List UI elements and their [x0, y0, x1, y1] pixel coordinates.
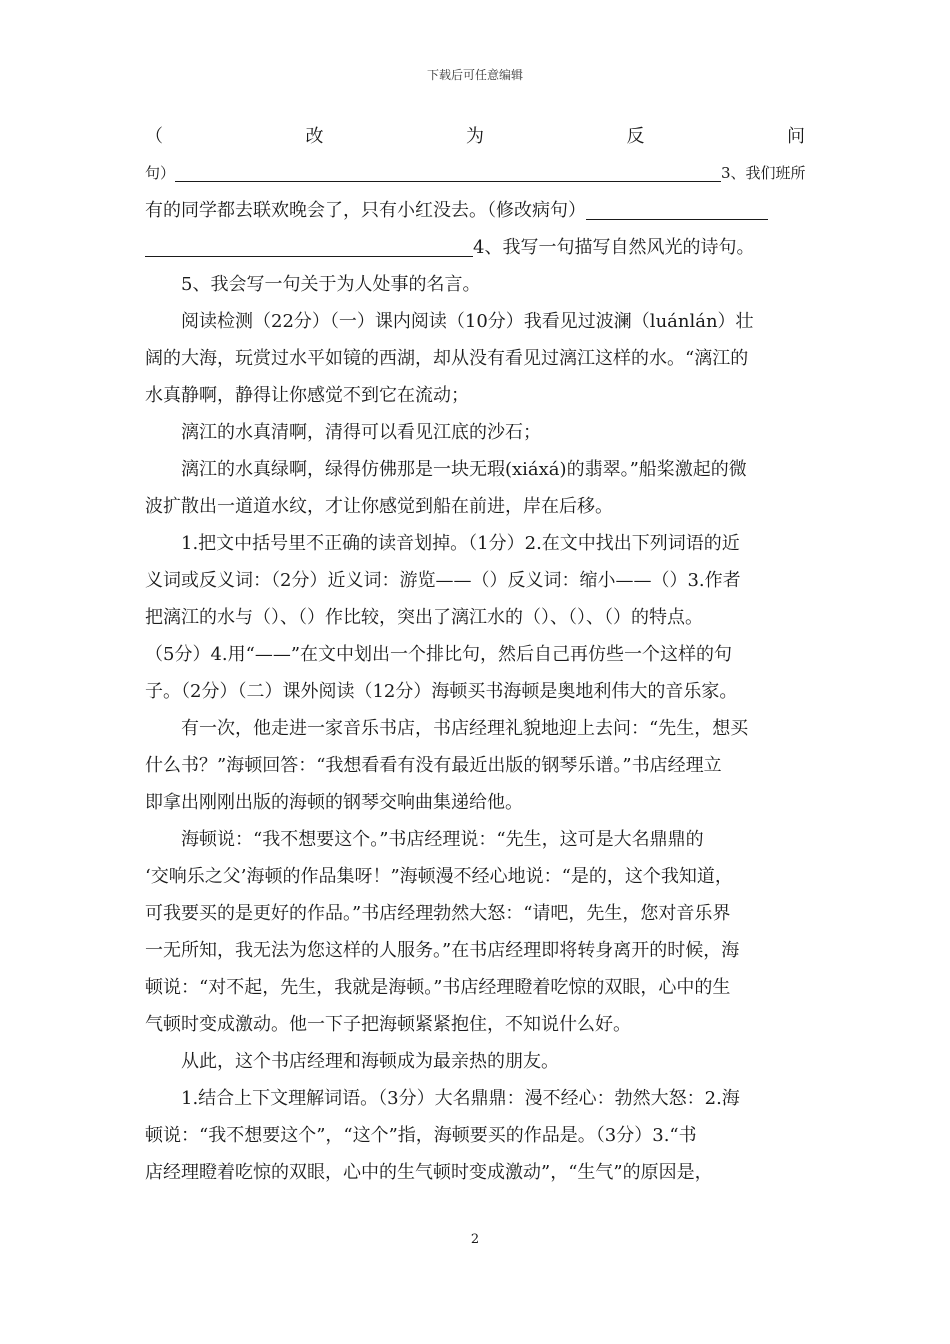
text-line: 5、我会写一句关于为人处事的名言。 [181, 274, 481, 295]
text-segment: 4、我写一句描写自然风光的诗句。 [473, 237, 755, 258]
text-line: 义词或反义词：（2分）近义词：游览——（）反义词：缩小——（）3.作者 [145, 570, 741, 591]
text-line: 漓江的水真绿啊，绿得仿佛那是一块无瑕(xiáxá)的翡翠。”船桨激起的微 [181, 459, 747, 480]
text-char: 改 [305, 126, 324, 147]
text-line: 从此，这个书店经理和海顿成为最亲热的朋友。 [181, 1051, 559, 1072]
document-body [145, 118, 805, 1191]
text-line: 1.把文中括号里不正确的读音划掉。（1分）2.在文中找出下列词语的近 [181, 533, 740, 554]
text-line: 把漓江的水与（）、（）作比较，突出了漓江水的（）、（）、（）的特点。 [145, 607, 703, 628]
text-segment: 有的同学都去联欢晚会了，只有小红没去。（修改病句） [145, 200, 586, 221]
text-line: 阅读检测（22分）（一）课内阅读（10分）我看见过波澜（luánlán）壮 [181, 311, 754, 332]
text-line [145, 155, 805, 192]
text-line: 子。（2分）（二）课外阅读（12分）海顿买书海顿是奥地利伟大的音乐家。 [145, 681, 738, 702]
text-line: 阔的大海，玩赏过水平如镜的西湖，却从没有看见过漓江这样的水。“漓江的 [145, 348, 749, 369]
text-line: 气顿时变成激动。他一下子把海顿紧紧抱住，不知说什么好。 [145, 1014, 631, 1035]
text-char: 问 [787, 126, 805, 147]
text-char: 为 [466, 126, 484, 147]
page-header: 下载后可任意编辑 [426, 68, 523, 82]
text-segment: 句） [145, 164, 176, 182]
text-char: （ [145, 126, 163, 147]
answer-blank [175, 159, 721, 182]
text-line: 漓江的水真清啊，清得可以看见江底的沙石； [181, 422, 541, 443]
text-line: 一无所知，我无法为您这样的人服务。”在书店经理即将转身离开的时候，海 [145, 940, 740, 961]
text-line [145, 118, 805, 155]
text-line [145, 192, 805, 229]
text-line: 有一次，他走进一家音乐书店，书店经理礼貌地迎上去问：“先生，想买 [181, 718, 749, 739]
text-line: 波扩散出一道道水纹，才让你感觉到船在前进，岸在后移。 [145, 496, 613, 517]
text-line: 店经理瞪着吃惊的双眼，心中的生气顿时变成激动”，“生气”的原因是， [145, 1162, 713, 1183]
text-line: 顿说：“对不起，先生，我就是海顿。”书店经理瞪着吃惊的双眼，心中的生 [145, 977, 731, 998]
text-line: 水真静啊，静得让你感觉不到它在流动； [145, 385, 469, 406]
text-line: 海顿说：“我不想要这个。”书店经理说：“先生，这可是大名鼎鼎的 [181, 829, 704, 850]
text-line: （5分）4.用“——”在文中划出一个排比句，然后自己再仿些一个这样的句 [145, 644, 733, 665]
text-char: 反 [626, 126, 645, 147]
text-line: 1.结合上下文理解词语。（3分）大名鼎鼎：漫不经心：勃然大怒：2.海 [181, 1088, 740, 1109]
answer-blank [586, 197, 768, 220]
answer-blank [145, 234, 473, 257]
text-line [145, 229, 805, 266]
page-number: 2 [470, 1232, 480, 1247]
text-line: 什么书？”海顿回答：“我想看看有没有最近出版的钢琴乐谱。”书店经理立 [145, 755, 722, 776]
text-segment: 3、我们班所 [721, 164, 806, 182]
text-line: 可我要买的是更好的作品。”书店经理勃然大怒：“请吧，先生，您对音乐界 [145, 903, 731, 924]
text-line: ‘交响乐之父’海顿的作品集呀！”海顿漫不经心地说：“是的，这个我知道， [145, 866, 733, 887]
text-line: 顿说：“我不想要这个”，“这个”指，海顿要买的作品是。（3分）3.“书 [145, 1125, 697, 1146]
text-line: 即拿出刚刚出版的海顿的钢琴交响曲集递给他。 [145, 792, 523, 813]
